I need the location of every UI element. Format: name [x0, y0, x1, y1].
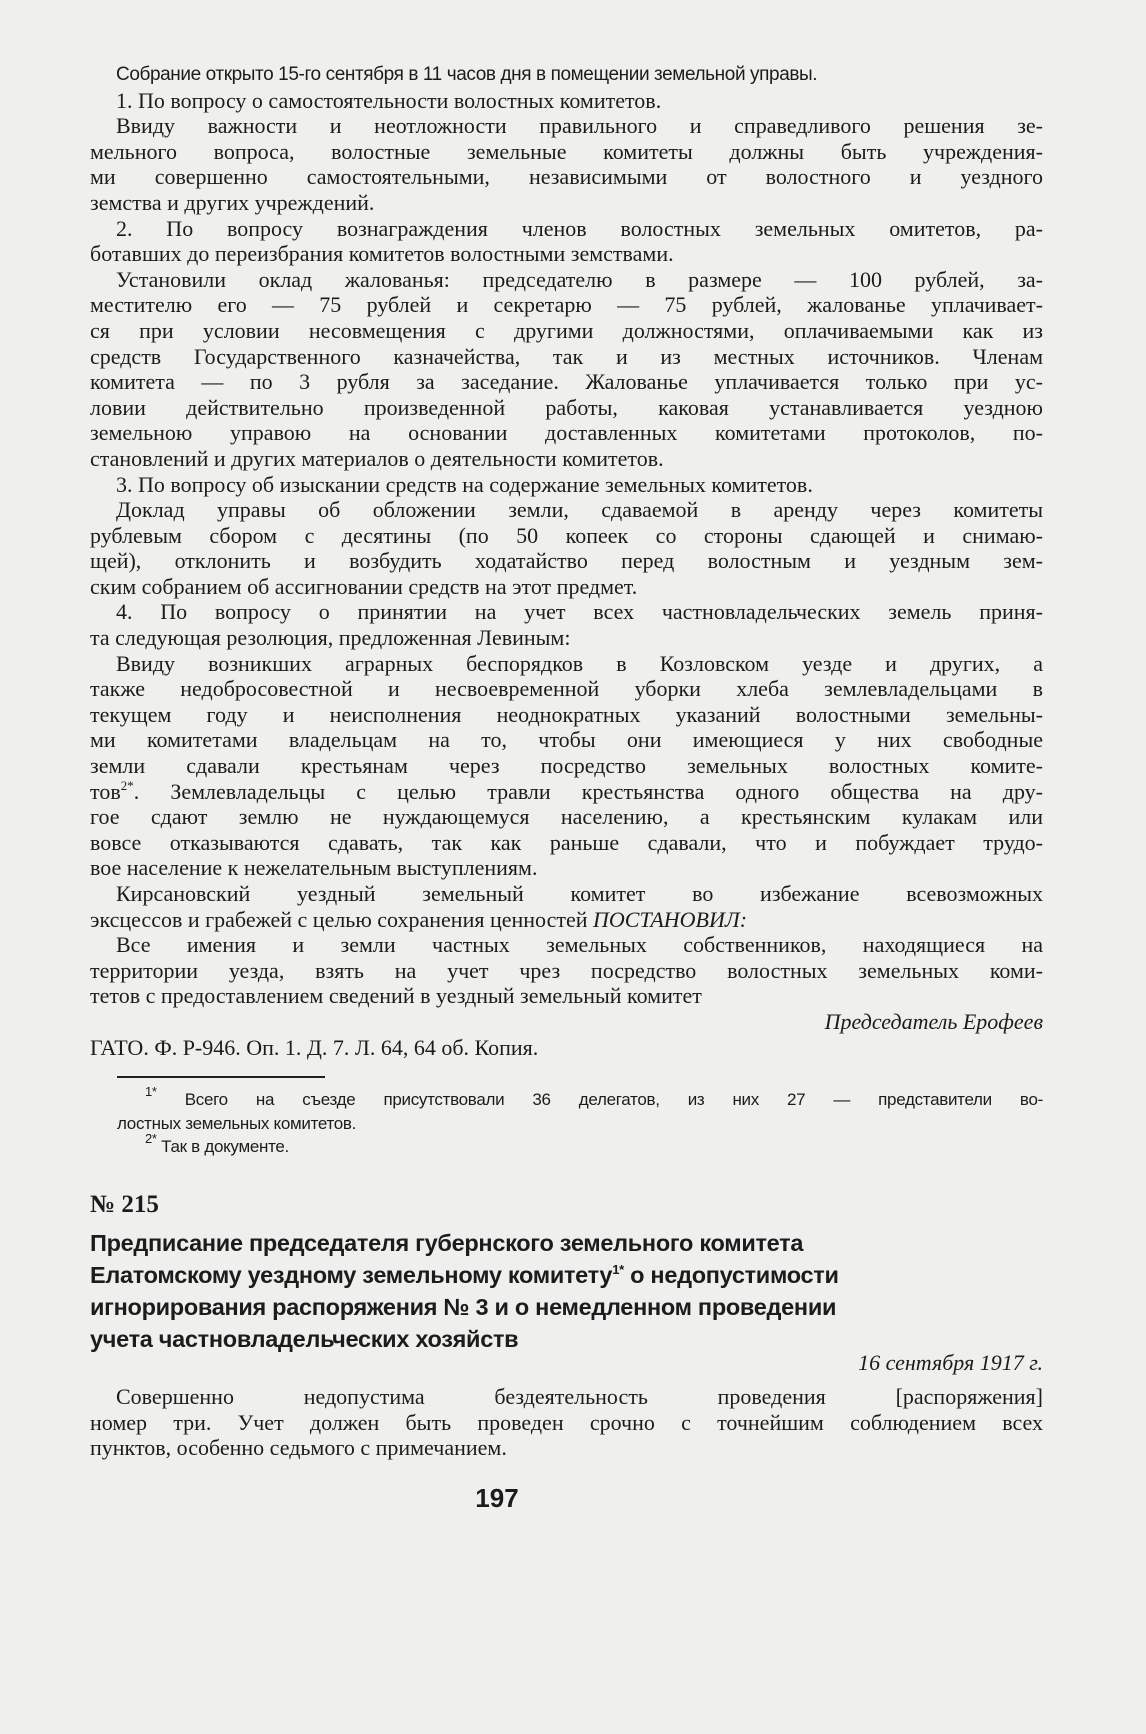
document-title: [90, 1227, 990, 1355]
text-line: ботавших до переизбрания комитетов волостными земствами.: [90, 241, 674, 267]
text-line: 3. По вопросу об изыскании средств на содержание земельных комитетов.: [116, 471, 813, 497]
text-line: средств Государственного казначейства, так и из местных источников. Членам: [90, 343, 1043, 369]
text-line: Установили оклад жалованья: председателю в размере — 100 рублей, за-: [116, 266, 1043, 292]
footnote-divider: [117, 1076, 325, 1078]
text-line: вовсе отказываются сдавать, так как раньше сдавали, что и побуждает трудо-: [90, 829, 1043, 855]
text-line: Ввиду важности и неотложности правильного и справедливого решения зе-: [116, 113, 1043, 139]
text-line: ми совершенно самостоятельными, независимыми от волостного и уездного: [90, 164, 1043, 190]
text-line: пунктов, особенно седьмого с примечанием.: [90, 1435, 507, 1461]
text-line: ловии действительно произведенной работы, каковая устанавливается уездною: [90, 394, 1043, 420]
title-line: игнорирования распоряжения № 3 и о немедленном проведении: [90, 1294, 837, 1320]
text-run: тов: [90, 778, 121, 804]
text-line: ми комитетами владельцам на то, чтобы они имеющиеся у них свободные: [90, 727, 1043, 753]
text-line: Совершенно недопустима бездеятельность проведения [распоряжения]: [116, 1384, 1043, 1409]
footnote-marker: 2*: [120, 777, 134, 793]
footnote-marker: 2*: [145, 1131, 157, 1146]
paragraph: [90, 599, 1043, 650]
text-line: становлений и других материалов о деятельности комитетов.: [90, 445, 664, 471]
text-line: земства и других учреждений.: [90, 189, 375, 215]
text-line: рублевым сбором с десятины (по 50 копеек со стороны сдающей и снимаю-: [90, 522, 1043, 548]
footnote-text: Так в документе.: [161, 1137, 289, 1156]
paragraph: [90, 113, 1043, 215]
text-line: Кирсановский уездный земельный комитет во избежание всевозможных: [116, 881, 1043, 906]
text-line: [90, 907, 1043, 933]
paragraph: [90, 216, 1043, 267]
text-run: Елатомскому уездному земельному комитету: [90, 1262, 613, 1288]
text-line: земли сдавали крестьянам через посредство земельных волостных комите-: [90, 753, 1043, 779]
document-date: 16 сентября 1917 г.: [858, 1350, 1043, 1375]
paragraph: [90, 1384, 1043, 1461]
footnote-line: [117, 1131, 1043, 1159]
footnotes: [117, 1084, 1043, 1159]
text-line: Собрание открыто 15-го сентября в 11 часов дня в помещении земельной управы.: [116, 64, 818, 85]
title-line: Предписание председателя губернского земельного комитета: [90, 1230, 804, 1256]
text-line: 1. По вопросу о самостоятельности волостных комитетов.: [116, 87, 662, 113]
text-line: текущем году и неисполнения неоднократных указаний волостными земельны-: [90, 701, 1043, 727]
signature: Председатель Ерофеев: [824, 1008, 1043, 1034]
paragraph: [90, 62, 1043, 88]
page-number: 197: [475, 1483, 519, 1513]
text-line: тетов с предоставлением сведений в уездный земельный комитет: [90, 983, 702, 1009]
paragraph: [90, 267, 1043, 472]
text-line: та следующая резолюция, предложенная Левиным:: [90, 625, 571, 651]
title-line: [90, 1259, 990, 1291]
text-line: 4. По вопросу о принятии на учет всех частновладельческих земель приня-: [116, 599, 1043, 625]
footnote-marker: 1*: [612, 1262, 624, 1277]
text-line: земельною управою на основании доставленных комитетами протоколов, по-: [90, 420, 1043, 446]
text-line: комитета — по 3 рубля за заседание. Жалованье уплачивается только при ус-: [90, 369, 1043, 395]
text-line: щей), отклонить и возбудить ходатайство перед волостным и уездным зем-: [90, 548, 1043, 574]
text-line: территории уезда, взять на учет чрез посредство волостных земельных коми-: [90, 957, 1043, 983]
text-line: Ввиду возникших аграрных беспорядков в Козловском уезде и других, а: [116, 650, 1043, 676]
text-line: Все имения и земли частных земельных собственников, находящиеся на: [116, 932, 1043, 958]
text-run: эксцессов и грабежей с целью сохранения ценностей: [90, 906, 594, 932]
text-line: номер три. Учет должен быть проведен срочно с точнейшим соблюдением всех: [90, 1409, 1043, 1435]
text-line: ским собранием об ассигновании средств на этот предмет.: [90, 573, 638, 599]
footnote-line: [117, 1112, 1043, 1136]
footnote-line: [117, 1084, 1043, 1112]
text-run: о недопустимости: [623, 1262, 839, 1288]
text-line: 2. По вопросу вознаграждения членов волостных земельных омитетов, ра-: [116, 215, 1043, 241]
paragraph: [90, 472, 1043, 498]
document-number: № 215: [90, 1191, 159, 1218]
footnote-text: лостных земельных комитетов.: [117, 1113, 357, 1133]
text-run: . Землевладельцы с целью травли крестьянства одного общества на дру-: [133, 778, 1043, 804]
archive-reference: ГАТО. Ф. Р-946. Оп. 1. Д. 7. Л. 64, 64 об. Копия.: [90, 1034, 539, 1060]
emphasis: ПОСТАНОВИЛ:: [593, 906, 748, 932]
title-line: учета частновладельческих хозяйств: [90, 1326, 519, 1352]
text-line: [90, 779, 1043, 805]
paragraph: [90, 88, 1043, 114]
document-text: [90, 1384, 1043, 1461]
paragraph: [90, 881, 1043, 932]
text-line: также недобросовестной и несвоевременной уборки хлеба землевладельцами в: [90, 676, 1043, 702]
footnote-marker: 1*: [145, 1084, 157, 1099]
text-line: Доклад управы об обложении земли, сдаваемой в аренду через комитеты: [116, 497, 1043, 523]
document-body: [90, 62, 1043, 1060]
paragraph: [90, 497, 1043, 599]
text-line: вое население к нежелательным выступлениям.: [90, 855, 538, 881]
paragraph: [90, 651, 1043, 881]
footnote-text: Всего на съезде присутствовали 36 делегатов, из них 27 — представители во-: [184, 1090, 1043, 1109]
text-line: мельного вопроса, волостные земельные комитеты должны быть учреждения-: [90, 138, 1043, 164]
text-line: гое сдают землю не нуждающемуся населению, а крестьянским кулакам или: [90, 804, 1043, 830]
text-line: ся при условии несовмещения с другими должностями, оплачиваемыми как из: [90, 317, 1043, 343]
paragraph: [90, 932, 1043, 1009]
text-line: местителю его — 75 рублей и секретарю — 75 рублей, жалованье уплачивает-: [90, 292, 1043, 318]
